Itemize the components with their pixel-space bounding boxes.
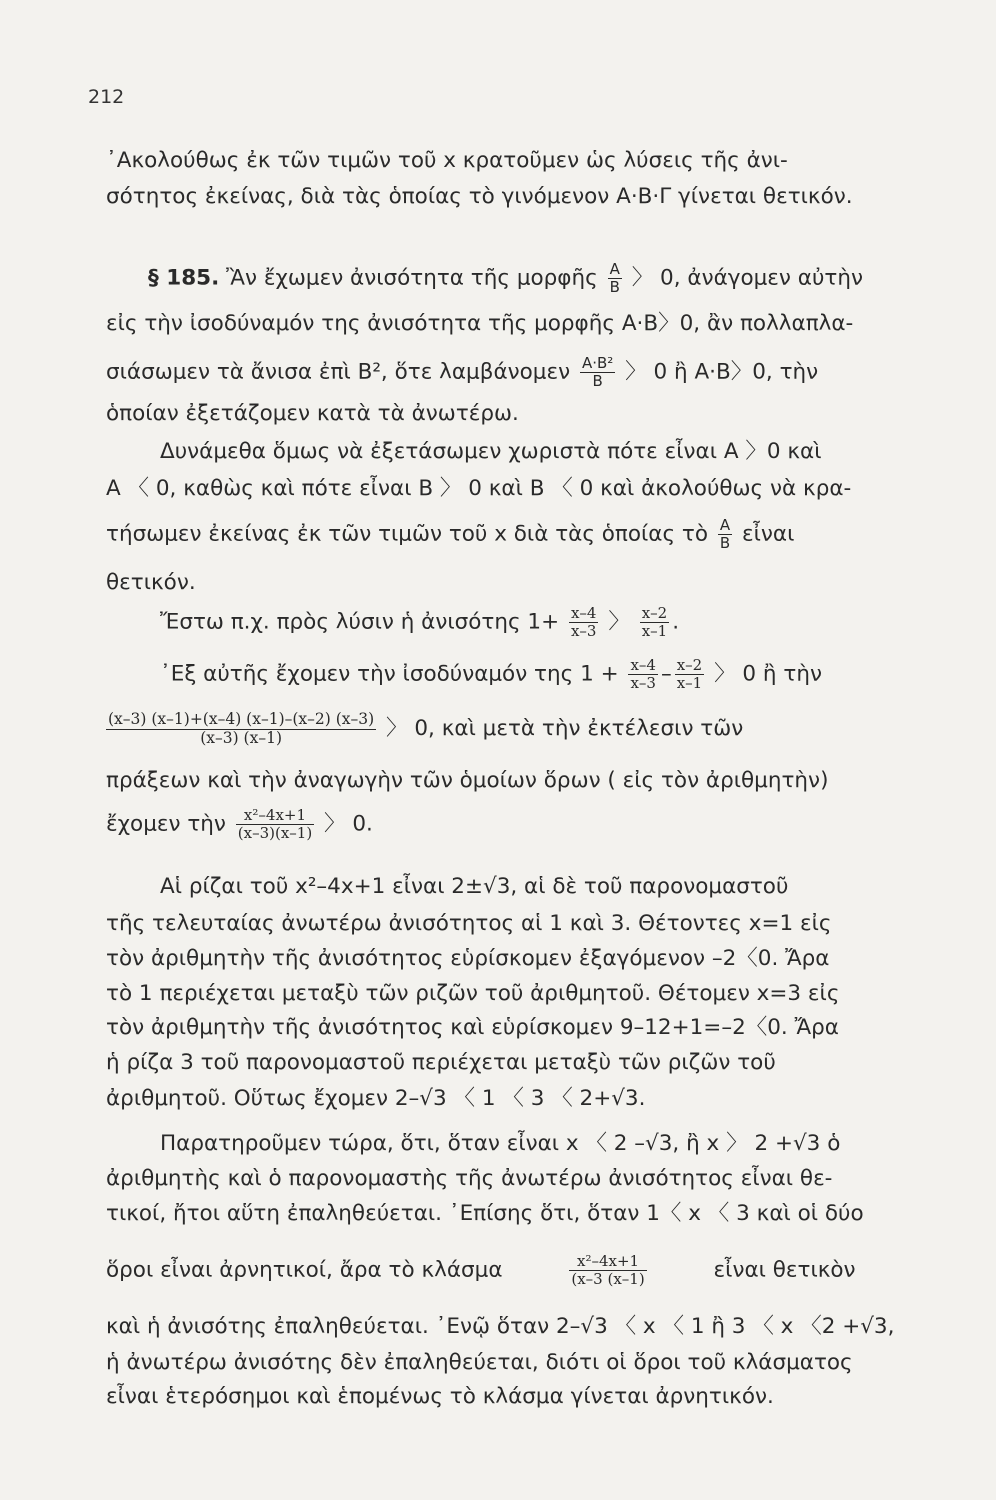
text-line: τὸ 1 περιέχεται μεταξὺ τῶν ριζῶν τοῦ ἀριθμητοῦ. Θέτομεν x=3 εἰς — [106, 981, 840, 1006]
text-line: καὶ ἡ ἀνισότης ἐπαληθεύεται. ᾿Ενῷ ὅταν 2–√3 〈 x 〈 1 ἢ 3 〈 x 〈2 +√3, — [106, 1314, 895, 1339]
section-number: § 185. — [148, 265, 220, 291]
fraction — [580, 356, 615, 389]
fraction-denominator: Β — [609, 278, 620, 296]
text-line: ἡ ρίζα 3 τοῦ παρονομαστοῦ περιέχεται μεταξὺ τῶν ριζῶν τοῦ — [106, 1050, 776, 1075]
fraction-denominator: x–3 — [570, 622, 597, 640]
text-span: εἶναι — [742, 521, 795, 547]
fraction-denominator: (x–3) (x–1) — [200, 728, 283, 747]
fraction-numerator: x–2 — [676, 656, 703, 674]
text-line: σότητος ἐκείνας, διὰ τὰς ὁποίας τὸ γινόμενον Α·Β·Γ γίνεται θετικόν. — [106, 184, 853, 209]
text-span: ὅροι εἶναι ἀρνητικοί, ἄρα τὸ κλάσμα — [106, 1257, 503, 1283]
fraction-numerator: x–2 — [641, 604, 668, 622]
text-span: 〉 — [608, 609, 630, 635]
observation-fraction-line — [106, 1254, 960, 1287]
text-line: ὁποίαν ἐξετάζομεν κατὰ τὰ ἀνωτέρω. — [106, 401, 519, 426]
fraction-numerator: Α — [718, 518, 732, 535]
section-185-line-3 — [106, 356, 960, 389]
text-line: τῆς τελευταίας ἀνωτέρω ἀνισότητος αἱ 1 καὶ 3. Θέτοντες x=1 εἰς — [106, 911, 832, 936]
text-line: ἡ ἀνωτέρω ἀνισότης δὲν ἐπαληθεύεται, διότι οἱ ὅροι τοῦ κλάσματος — [106, 1350, 853, 1375]
big-fraction-line — [106, 712, 960, 746]
section-185-line-1 — [148, 262, 960, 295]
fraction — [569, 606, 599, 639]
fraction — [718, 518, 732, 551]
text-span: 〉 0 ἢ τὴν — [714, 661, 822, 687]
fraction-numerator: x–4 — [630, 656, 656, 674]
fraction-numerator: x²–4x+1 — [569, 1254, 646, 1271]
text-span: σιάσωμεν τὰ ἄνισα ἐπὶ Β², ὅτε λαμβάνομεν — [106, 359, 571, 385]
fraction — [608, 262, 622, 295]
fraction — [640, 606, 670, 639]
text-line: εἶναι ἑτερόσημοι καὶ ἑπομένως τὸ κλάσμα γίνεται ἀρνητικόν. — [106, 1384, 774, 1409]
text-line: εἰς τὴν ἰσοδύναμόν της ἀνισότητα τῆς μορφῆς Α·Β〉0, ἂν πολλαπλα- — [106, 311, 854, 336]
text-line: ἀριθμητὴς καὶ ὁ παρονομαστὴς τῆς ἀνωτέρω ἀνισότητος εἶναι θε- — [106, 1166, 833, 1191]
text-line: ἀριθμητοῦ. Οὕτως ἔχομεν 2–√3 〈 1 〈 3 〈 2+√3. — [106, 1086, 646, 1111]
fraction — [236, 808, 314, 841]
text-line: θετικόν. — [106, 570, 196, 595]
text-line: Παρατηροῦμεν τώρα, ὅτι, ὅταν εἶναι x 〈 2 –√3, ἢ x 〉 2 +√3 ὁ — [160, 1131, 841, 1156]
fraction — [106, 712, 376, 746]
text-line: τὸν ἀριθμητὴν τῆς ἀνισότητος καὶ εὑρίσκομεν 9–12+1=–2〈0. Ἄρα — [106, 1015, 839, 1040]
text-line: ᾿Ακολούθως ἐκ τῶν τιμῶν τοῦ x κρατοῦμεν ὡς λύσεις τῆς ἀνι- — [106, 148, 788, 173]
fraction-numerator: x²–4x+1 — [236, 808, 314, 825]
reduced-line — [106, 808, 960, 841]
fraction-numerator: (x–3) (x–1)+(x–4) (x–1)–(x–2) (x–3) — [108, 710, 375, 728]
text-span: 〉 0. — [324, 811, 373, 837]
fraction-numerator: x–4 — [570, 604, 597, 622]
text-line: Δυνάμεθα ὅμως νὰ ἐξετάσωμεν χωριστὰ πότε εἶναι Α 〉0 καὶ — [160, 439, 822, 464]
page-number: 212 — [88, 86, 125, 108]
text-span: . — [672, 609, 680, 635]
text-line: Α 〈 0, καθὼς καὶ πότε εἶναι Β 〉 0 καὶ Β 〈 0 καὶ ἀκολούθως νὰ κρα- — [106, 476, 852, 501]
fraction-denominator: x–3 — [630, 674, 656, 692]
fraction-denominator: (x–3)(x–1) — [237, 824, 313, 842]
text-span: 〉 0, καὶ μετὰ τὴν ἐκτέλεσιν τῶν — [386, 716, 744, 741]
text-span: τήσωμεν ἐκείνας ἐκ τῶν τιμῶν τοῦ x διὰ τὰς ὁποίας τὸ — [106, 521, 709, 547]
fraction — [675, 658, 705, 691]
text-span: 〉 0, ἀνάγομεν αὐτὴν — [631, 265, 863, 291]
text-span: εἶναι θετικὸν — [713, 1257, 856, 1283]
text-span: Ἔστω π.χ. πρὸς λύσιν ἡ ἀνισότης 1+ — [160, 609, 560, 635]
text-line: τικοί, ἤτοι αὕτη ἐπαληθεύεται. ᾿Επίσης ὅτι, ὅταν 1〈 x 〈 3 καὶ οἱ δύο — [106, 1201, 864, 1226]
fraction-numerator: Α·Β² — [581, 354, 614, 372]
text-span: ᾿Εξ αὐτῆς ἔχομεν τὴν ἰσοδύναμόν της 1 + — [160, 661, 619, 687]
fraction-denominator: (x–3 (x–1) — [571, 1270, 645, 1288]
fraction-numerator: Α — [608, 262, 622, 279]
text-span: – — [660, 661, 672, 687]
paragraph-3-line-3 — [106, 518, 960, 551]
text-span: Ἂν ἔχωμεν ἀνισότητα τῆς μορφῆς — [226, 265, 598, 291]
fraction-denominator: x–1 — [676, 674, 703, 692]
fraction — [569, 1254, 646, 1287]
fraction — [628, 658, 658, 691]
text-line: τὸν ἀριθμητὴν τῆς ἀνισότητος εὑρίσκομεν ἐξαγόμενον –2〈0. Ἄρα — [106, 946, 830, 971]
text-line: πράξεων καὶ τὴν ἀναγωγὴν τῶν ὁμοίων ὅρων ( εἰς τὸν ἀριθμητὴν) — [106, 768, 829, 793]
equivalent-line — [160, 658, 960, 691]
text-span: 〉 0 ἢ Α·Β〉0, τὴν — [625, 359, 819, 385]
text-line: Αἱ ρίζαι τοῦ x²–4x+1 εἶναι 2±√3, αἱ δὲ τοῦ παρονομαστοῦ — [160, 874, 789, 899]
fraction-denominator: x–1 — [641, 622, 668, 640]
example-line — [160, 606, 960, 639]
text-span: ἔχομεν τὴν — [106, 811, 226, 837]
fraction-denominator: Β — [719, 534, 731, 552]
fraction-denominator: Β — [592, 372, 603, 390]
